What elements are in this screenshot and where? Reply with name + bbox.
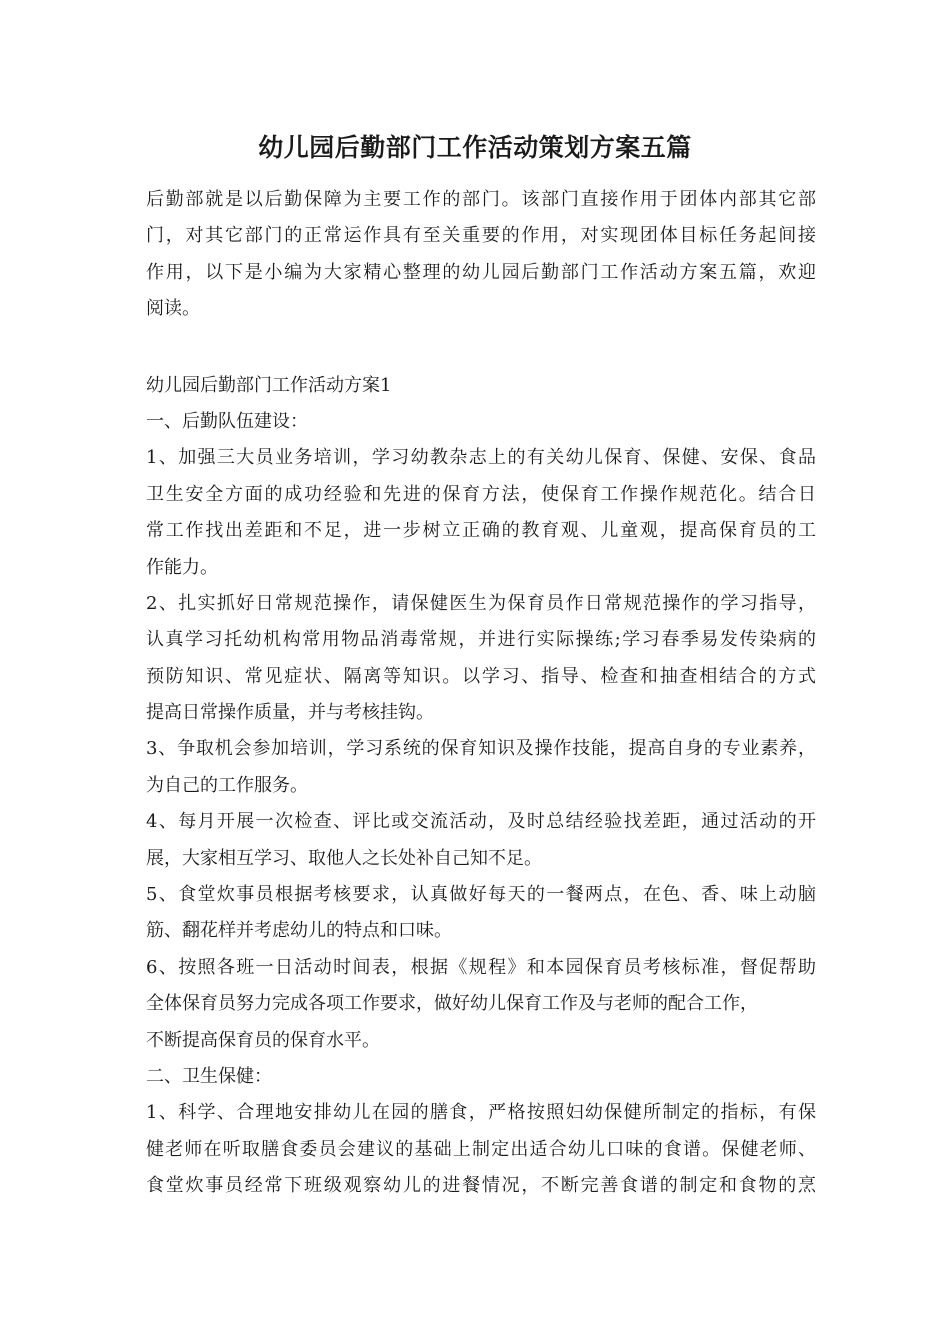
list-item xyxy=(146,804,816,877)
list-item xyxy=(146,950,816,1059)
text-line: 筋、翻花样并考虑幼儿的特点和口味。 xyxy=(146,920,452,942)
text-line: 食堂炊事员经常下班级观察幼儿的进餐情况，不断完善食谱的制定和食物的烹 xyxy=(146,1175,816,1197)
part-heading: 二、卫生保健： xyxy=(146,1065,272,1087)
text-line: 卫生安全方面的成功经验和先进的保育方法，使保育工作操作规范化。结合日 xyxy=(146,483,816,505)
text-line: 1、科学、合理地安排幼儿在园的膳食，严格按照妇幼保健所制定的指标，有保 xyxy=(146,1102,816,1124)
text-line: 展，大家相互学习、取他人之长处补自己知不足。 xyxy=(146,847,542,869)
spacer xyxy=(146,328,816,368)
text-line: 不断提高保育员的保育水平。 xyxy=(146,1029,380,1051)
text-line: 作用，以下是小编为大家精心整理的幼儿园后勤部门工作活动方案五篇，欢迎 xyxy=(146,261,816,283)
text-line: 作能力。 xyxy=(146,556,218,578)
list-item xyxy=(146,1095,816,1204)
part-heading: 一、后勤队伍建设： xyxy=(146,410,308,432)
text-line: 提高日常操作质量，并与考核挂钩。 xyxy=(146,702,434,724)
text-line: 门，对其它部门的正常运作具有至关重要的作用，对实现团体目标任务起间接 xyxy=(146,225,816,247)
text-line: 常工作找出差距和不足，进一步树立正确的教育观、儿童观，提高保育员的工 xyxy=(146,520,816,542)
list-item xyxy=(146,877,816,950)
text-line: 为自己的工作服务。 xyxy=(146,774,308,796)
text-line: 阅读。 xyxy=(146,298,200,320)
text-line: 6、按照各班一日活动时间表，根据《规程》和本园保育员考核标准，督促帮助 xyxy=(146,956,816,978)
text-line: 健老师在听取膳食委员会建议的基础上制定出适合幼儿口味的食谱。保健老师、 xyxy=(146,1138,816,1160)
list-item xyxy=(146,731,816,804)
document-title: 幼儿园后勤部门工作活动策划方案五篇 xyxy=(258,133,692,162)
document-body xyxy=(146,182,816,1205)
intro-paragraph xyxy=(146,182,816,328)
text-line: 认真学习托幼机构常用物品消毒常规，并进行实际操练;学习春季易发传染病的 xyxy=(146,629,816,651)
text-line: 2、扎实抓好日常规范操作，请保健医生为保育员作日常规范操作的学习指导， xyxy=(146,592,816,614)
text-line: 1、加强三大员业务培训，学习幼教杂志上的有关幼儿保育、保健、安保、食品 xyxy=(146,447,816,469)
list-item xyxy=(146,440,816,586)
text-line: 3、争取机会参加培训，学习系统的保育知识及操作技能，提高自身的专业素养， xyxy=(146,738,816,760)
section-heading: 幼儿园后勤部门工作活动方案1 xyxy=(146,374,392,396)
text-line: 后勤部就是以后勤保障为主要工作的部门。该部门直接作用于团体内部其它部 xyxy=(146,189,816,210)
text-line: 全体保育员努力完成各项工作要求，做好幼儿保育工作及与老师的配合工作， xyxy=(146,993,758,1015)
text-line: 预防知识、常见症状、隔离等知识。以学习、指导、检查和抽查相结合的方式 xyxy=(146,665,816,687)
text-line: 4、每月开展一次检查、评比或交流活动，及时总结经验找差距，通过活动的开 xyxy=(146,811,816,833)
list-item xyxy=(146,586,816,732)
text-line: 5、食堂炊事员根据考核要求，认真做好每天的一餐两点，在色、香、味上动脑 xyxy=(146,884,816,906)
